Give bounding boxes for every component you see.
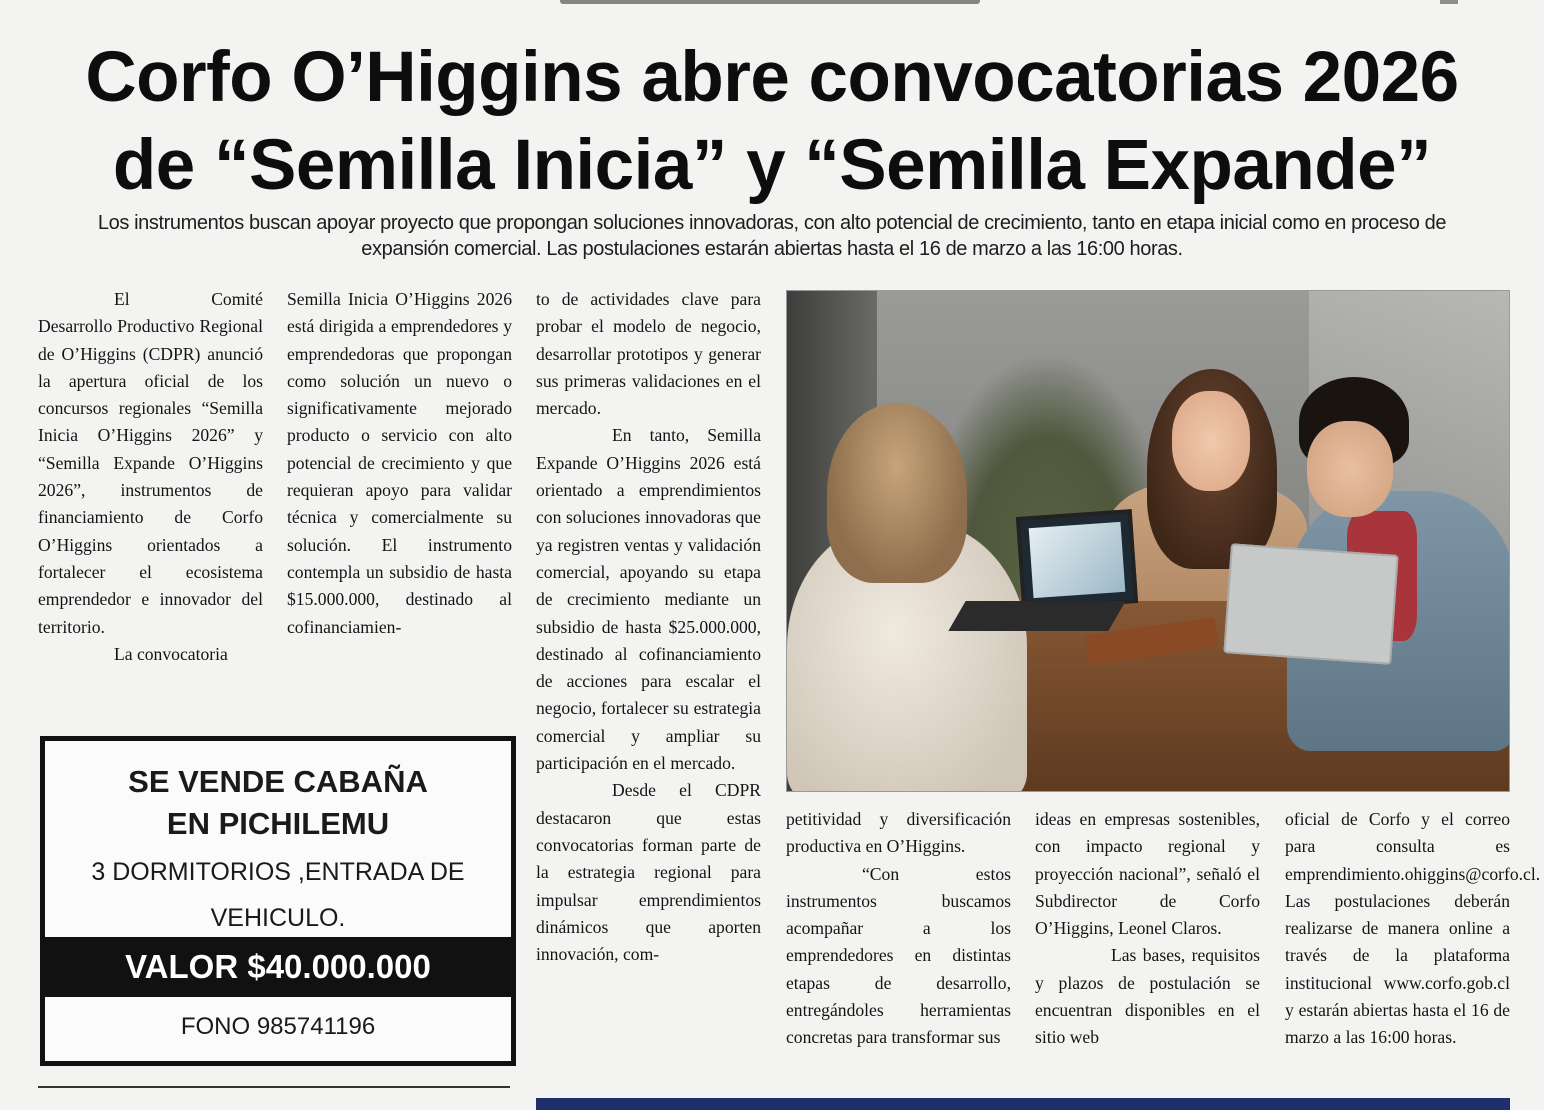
footer-color-bar	[536, 1098, 1510, 1110]
article-column-3	[536, 286, 761, 968]
ad-detail-line-1: 3 DORMITORIOS ,ENTRADA DE	[91, 858, 465, 886]
photo-laptop-keyboard	[948, 601, 1125, 631]
article-column-5	[1035, 806, 1260, 1052]
article-column-6	[1285, 806, 1541, 1052]
photo-laptop-silver	[1223, 543, 1398, 664]
paragraph: Desde el CDPR destacaron que estas convocatorias forman parte de la estrategia regional para impulsar emprendimientos dinámicos que aporten innovación, com-	[536, 780, 761, 965]
article-headline	[20, 34, 1524, 210]
photo-laptop-dark	[1016, 509, 1138, 611]
article-column-2	[287, 286, 512, 641]
classified-ad	[40, 736, 516, 1066]
paragraph: to de actividades clave para probar el modelo de negocio, desarrollar prototipos y generar sus primeras validaciones en el mercado.	[536, 289, 761, 419]
paragraph: “Con estos instrumentos buscamos acompañar a los emprendedores en distintas etapas de desarrollo, entregándoles herramientas concretas para transformar sus	[786, 863, 1011, 1048]
paragraph: Las bases, requisitos y plazos de postulación se encuentran disponibles en el sitio web	[1035, 945, 1260, 1048]
paragraph: petitividad y diversificación productiva en O’Higgins.	[786, 809, 1011, 857]
ad-price: VALOR $40.000.000	[45, 937, 511, 997]
ad-phone: FONO 985741196	[180, 1013, 376, 1040]
ad-details	[45, 849, 511, 941]
paragraph: El Comité Desarrollo Productivo Regional de O’Higgins (CDPR) anunció la apertura oficial de los concursos regionales “Semilla Inicia O’Higgins 2026” y “Semilla Expande O’Higgins 2026”, instrumentos de financiamiento de Corfo O’Higgins orientados a fortalecer el ecosistema emprendedor e innovador del territorio.	[38, 289, 263, 637]
paragraph: ideas en empresas sostenibles, con impacto regional y proyección nacional”, señaló el Subdirector de Corfo O’Higgins, Leonel Claros.	[1035, 809, 1260, 939]
ad-title	[45, 761, 511, 845]
photo-laptop-screen	[1029, 522, 1126, 598]
photo-person-left-hair	[827, 403, 967, 583]
ad-title-line-1: SE VENDE CABAÑA	[128, 764, 428, 799]
paragraph: Semilla Inicia O’Higgins 2026 está dirigida a emprendedores y emprendedoras que propongan como solución un nuevo o significativamente mejorado producto o servicio con alto potencial de crecimiento y que requieran apoyo para validar técnica y comercialmente su solución. El instrumento contempla un subsidio de hasta $15.000.000, destinado al cofinanciamien-	[287, 289, 512, 637]
article-subhead: Los instrumentos buscan apoyar proyecto que propongan soluciones innovadoras, con alto potencial de crecimiento, tanto en etapa inicial como en proceso de expansión comercial. Las postulaciones estarán abiertas hasta el 16 de marzo a las 16:00 horas.	[97, 212, 1447, 260]
paragraph: La convocatoria	[114, 643, 228, 664]
ad-detail-line-2: VEHICULO.	[210, 904, 346, 932]
top-edge-rule	[560, 0, 980, 4]
article-column-4	[786, 806, 1011, 1052]
article-photo	[786, 290, 1510, 792]
photo-person-center-face	[1172, 391, 1250, 491]
article-column-1	[38, 286, 263, 668]
paragraph: oficial de Corfo y el correo para consulta es emprendimiento.ohiggins@corfo.cl. Las postulaciones deberán realizarse de manera online a través de la plataforma institucional www.corfo.gob.cl y estarán abiertas hasta el 16 de marzo a las 16:00 horas.	[1285, 809, 1541, 1048]
top-edge-mark	[1440, 0, 1458, 4]
photo-person-right-face	[1307, 421, 1393, 517]
paragraph: En tanto, Semilla Expande O’Higgins 2026 está orientado a emprendimientos con soluciones innovadoras que ya registren ventas y validación comercial, apoyando su etapa de crecimiento mediante un subsidio de hasta $25.000.000, destinado al cofinanciamiento de acciones para escalar el negocio, fortalecer su estrategia comercial y ampliar su participación en el mercado.	[536, 425, 761, 774]
headline-line-1: Corfo O’Higgins abre convocatorias 2026	[85, 38, 1459, 117]
headline-line-2: de “Semilla Inicia” y “Semilla Expande”	[112, 126, 1432, 205]
column-divider-rule	[38, 1086, 510, 1088]
ad-title-line-2: EN PICHILEMU	[166, 806, 390, 841]
